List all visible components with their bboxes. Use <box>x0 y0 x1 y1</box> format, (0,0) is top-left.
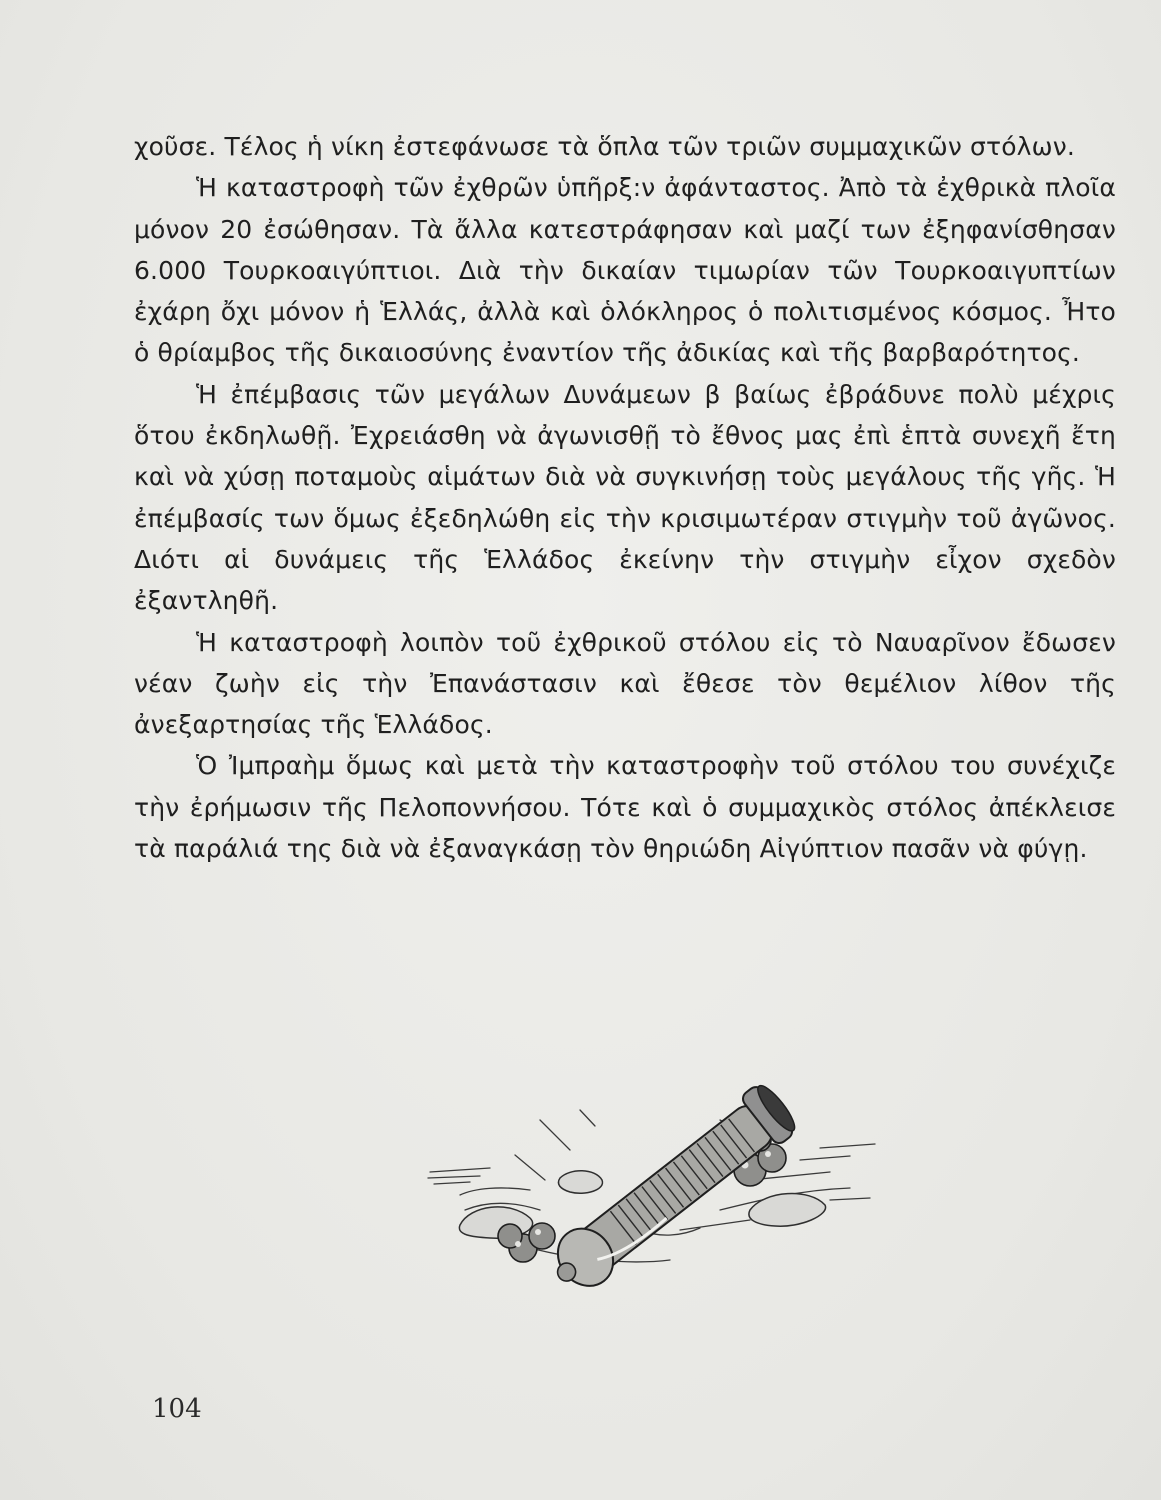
paragraph-3: Ἡ ἐπέμβασις τῶν μεγάλων Δυνάμεων β βαίως ἐβράδυνε πολὺ μέχρις ὅτου ἐκδηλωθῇ. Ἐχρειάσθη νὰ ἀγωνισθῇ τὸ ἔθνος μας ἐπὶ ἑπτὰ συνεχῆ ἔτη καὶ νὰ χύσῃ ποταμοὺς αἱμάτων διὰ νὰ συγκινήσῃ τοὺς μεγάλους τῆς γῆς. Ἡ ἐπέμβασίς των ὅμως ἐξεδηλώθη εἰς τὴν κρισιμωτέραν στιγμὴν τοῦ ἀγῶνος. Διότι αἱ δυνάμεις τῆς Ἑλλάδος ἐκείνην τὴν στιγμὴν εἶχον σχεδὸν ἐξαντληθῆ. <box>134 379 1116 616</box>
paragraph-5: Ὁ Ἰμπραὴμ ὅμως καὶ μετὰ τὴν καταστροφὴν τοῦ στόλου του συνέχιζε τὴν ἐρήμωσιν τῆς Πελοποννήσου. Τότε καὶ ὁ συμμαχικὸς στόλος ἀπέκλεισε τὰ παράλιά της διὰ νὰ ἐξαναγκάσῃ τὸν θηριώδη Αἰγύπτιον πασᾶν νὰ φύγῃ. <box>134 751 1116 864</box>
body-text <box>134 126 1116 869</box>
page-number: 104 <box>152 1394 202 1424</box>
paragraph-1: χοῦσε. Τέλος ἡ νίκη ἐστεφάνωσε τὰ ὅπλα τῶν τριῶν συμμαχικῶν στόλων. <box>134 132 1075 161</box>
paragraph-4: Ἡ καταστροφὴ λοιπὸν τοῦ ἐχθρικοῦ στόλου εἰς τὸ Ναυαρῖνον ἔδωσεν νέαν ζωὴν εἰς τὴν Ἐπανάστασιν καὶ ἔθεσε τὸν θεμέλιον λίθον τῆς ἀνεξαρτησίας τῆς Ἑλλάδος. <box>134 627 1116 740</box>
cannon-illustration <box>420 1060 890 1300</box>
paragraph-2: Ἡ καταστροφὴ τῶν ἐχθρῶν ὑπῆρξ:ν ἀφάνταστος. Ἀπὸ τὰ ἐχθρικὰ πλοῖα μόνον 20 ἐσώθησαν. Τὰ ἄλλα κατεστράφησαν καὶ μαζί των ἐξηφανίσθησαν 6.000 Τουρκοαιγύπτιοι. Διὰ τὴν δικαίαν τιμωρίαν τῶν Τουρκοαιγυπτίων ἐχάρη ὄχι μόνον ἡ Ἑλλάς, ἀλλὰ καὶ ὁλόκληρος ὁ πολιτισμένος κόσμος. Ἦτο ὁ θρίαμβος τῆς δικαιοσύνης ἐναντίον τῆς ἀδικίας καὶ τῆς βαρβαρότητος. <box>134 173 1116 368</box>
